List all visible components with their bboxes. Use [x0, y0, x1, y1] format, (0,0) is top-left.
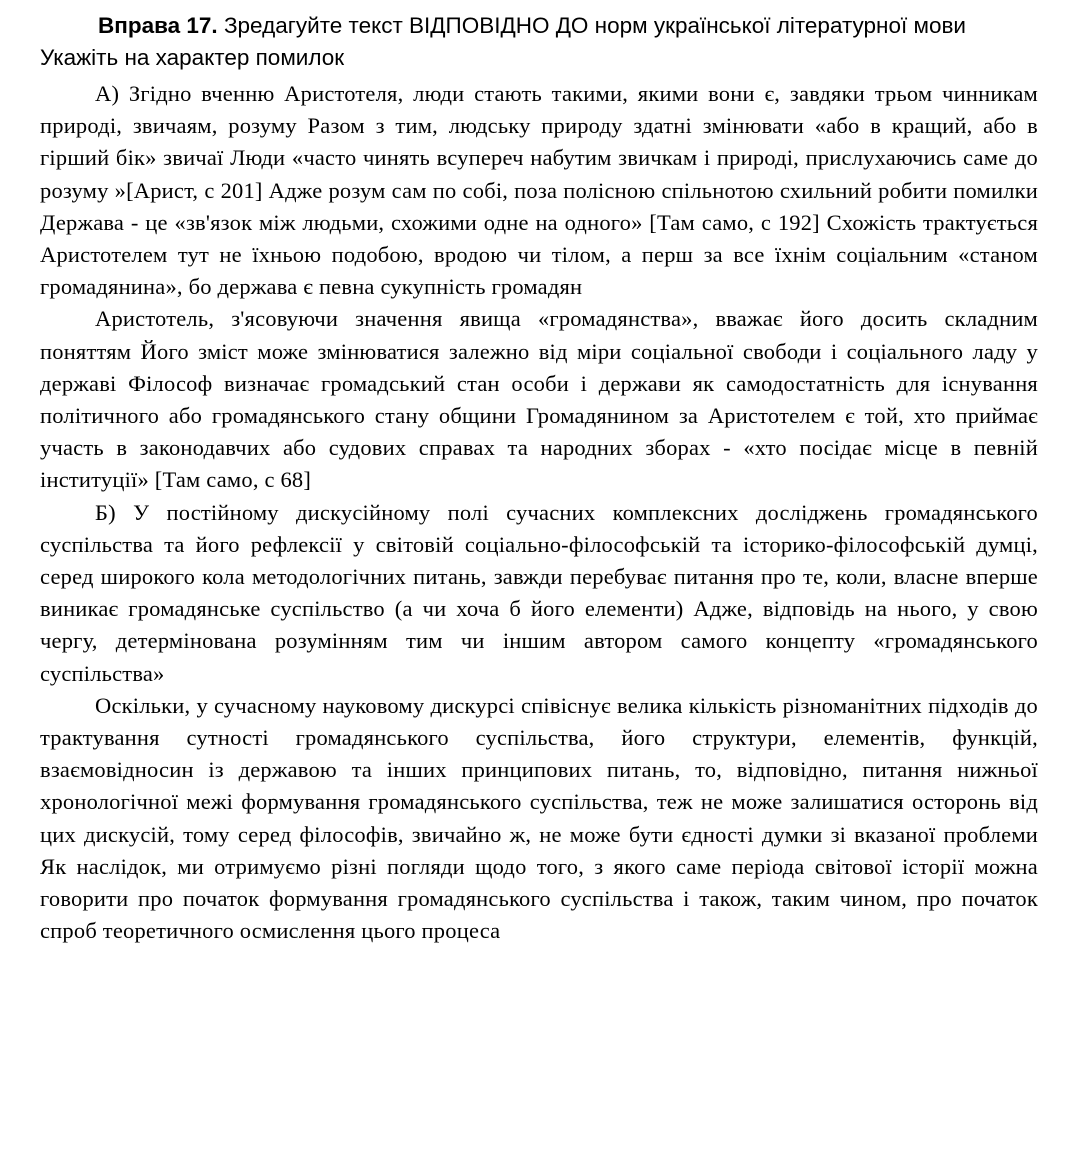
exercise-number: Вправа 17.: [98, 13, 218, 38]
paragraph-a: А) Згідно вченню Аристотеля, люди стають такими, якими вони є, завдяки трьом чинникам природі, звичаям, розуму Разом з тим, людську природу здатні змінювати «або в кращий, або в гірший бік» звичаї Люди «часто чинять всупереч набутим звичкам і природі, прислухаючись саме до розуму »[Арист, с 201] Адже розум сам по собі, поза полісною спільнотою схильний робити помилки Держава - це «зв'язок між людьми, схожими одне на одного» [Там само, с 192] Схожість трактується Аристотелем тут не їхньою подобою, вродою чи тілом, а перш за все їхнім соціальним «станом громадянина», бо держава є певна сукупність громадян: [40, 81, 1038, 300]
exercise-instruction: Зредагуйте текст ВІДПОВІДНО ДО норм української літературної мови Укажіть на характер помилок: [40, 13, 966, 70]
paragraph-a-continued: Аристотель, з'ясовуючи значення явища «громадянства», вважає його досить складним поняттям Його зміст може змінюватися залежно від міри соціальної свободи і соціального ладу у державі Філософ визначає громадський стан особи і держави як самодостатність для існування політичного або громадянського стану общини Громадянином за Аристотелем є той, хто приймає участь в законодавчих або судових справах та народних зборах - «хто посідає місце в певній інституції» [Там само, с 68]: [40, 306, 1038, 493]
paragraph-b: Б) У постійному дискусійному полі сучасних комплексних досліджень громадянського суспільства та його рефлексії у світовій соціально-філософській та історико-філософській думці, серед широкого кола методологічних питань, завжди перебуває питання про те, коли, власне вперше виникає громадянське суспільство (а чи хоча б його елементи) Адже, відповідь на нього, у свою чергу, детермінована розумінням тим чи іншим автором самого концепту «громадянського суспільства»: [40, 499, 1038, 686]
paragraph-b-continued: Оскільки, у сучасному науковому дискурсі співіснує велика кількість різноманітних підходів до трактування сутності громадянського суспільства, його структури, елементів, функцій, взаємовідносин із державою та інших принципових питань, то, відповідно, питання нижньої хронологічної межі формування громадянського суспільства, теж не може залишатися осторонь від цих дискусій, тому серед філософів, звичайно ж, не може бути єдності думки зі вказаної проблеми Як наслідок, ми отримуємо різні погляди щодо того, з якого саме періода світової історії можна говорити про початок формування громадянського суспільства і також, таким чином, про початок спроб теоретичного осмислення цього процеса: [40, 692, 1038, 944]
exercise-heading: [40, 10, 1038, 74]
